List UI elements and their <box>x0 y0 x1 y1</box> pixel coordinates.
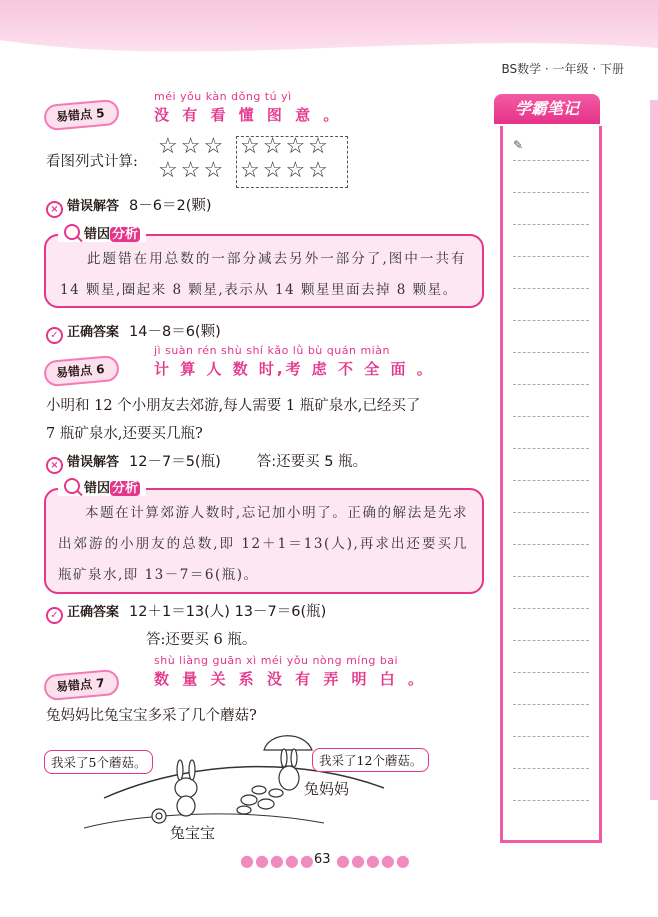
wrong-answer: 8－6＝2(颗) <box>129 198 212 214</box>
correct-answer: 14－8＝6(颗) <box>129 324 221 340</box>
point-title: 计 算 人 数 时,考 虑 不 全 面 。 <box>154 360 435 378</box>
stars-row-2-boxed: ☆☆☆☆ <box>240 158 331 183</box>
analysis-box <box>44 488 484 594</box>
note-line <box>513 768 589 769</box>
point-title: 数 量 关 系 没 有 弄 明 白 。 <box>154 670 428 688</box>
correct-answer: 12＋1＝13(人) 13－7＝6(瓶) <box>129 604 327 620</box>
book-label: BS数学 · 一年级 · 下册 <box>501 62 624 76</box>
error-point-tag: 易错点 5 <box>43 99 120 131</box>
pinyin-line: méi yǒu kàn dǒng tú yì <box>154 90 292 103</box>
note-line <box>513 448 589 449</box>
rabbit-illustration <box>44 728 434 838</box>
note-line <box>513 672 589 673</box>
sidebar-title: 学霸笔记 <box>494 94 600 124</box>
note-line <box>513 416 589 417</box>
note-line <box>513 544 589 545</box>
footer-dots-left: ●●●●● <box>240 851 315 870</box>
note-line <box>513 288 589 289</box>
magnifier-icon <box>64 478 80 494</box>
correct-label: 正确答案 <box>67 325 120 340</box>
cross-icon: × <box>46 457 63 474</box>
wrong-answer-row <box>46 194 212 218</box>
label-baby: 兔宝宝 <box>170 824 216 842</box>
note-line <box>513 224 589 225</box>
pencil-icon: ✎ <box>513 138 524 152</box>
correct-label: 正确答案 <box>67 605 120 620</box>
note-line <box>513 736 589 737</box>
stars-row-1-boxed: ☆☆☆☆ <box>240 134 331 159</box>
analysis-tab <box>58 223 146 242</box>
note-line <box>513 800 589 801</box>
stars-row-1-plain: ☆☆☆ <box>158 134 227 159</box>
speech-bubble-baby: 我采了5个蘑菇。 <box>44 750 153 774</box>
question-text: 兔妈妈比兔宝宝多采了几个蘑菇? <box>46 708 257 724</box>
note-line <box>513 640 589 641</box>
cross-icon: × <box>46 201 63 218</box>
note-line <box>513 576 589 577</box>
note-line <box>513 256 589 257</box>
analysis-tab <box>58 477 146 496</box>
correct-reply: 答:还要买 6 瓶。 <box>146 632 257 648</box>
magnifier-icon <box>64 224 80 240</box>
analysis-label-highlight: 分析 <box>112 481 139 496</box>
pinyin-line: shù liàng guān xì méi yǒu nòng míng bai <box>154 654 399 667</box>
error-point-tag: 易错点 6 <box>43 355 120 387</box>
note-line <box>513 608 589 609</box>
check-icon: ✓ <box>46 327 63 344</box>
analysis-label: 错因 <box>84 481 111 496</box>
check-icon: ✓ <box>46 607 63 624</box>
note-line <box>513 512 589 513</box>
correct-answer-row <box>46 320 221 344</box>
pinyin-line: jì suàn rén shù shí kǎo lǜ bù quán miàn <box>154 344 390 357</box>
notes-panel <box>500 126 602 843</box>
note-line <box>513 480 589 481</box>
correct-answer-row <box>46 600 326 624</box>
note-line <box>513 320 589 321</box>
error-point-tag: 易错点 7 <box>43 669 120 701</box>
wrong-reply: 答:还要买 5 瓶。 <box>256 454 368 470</box>
wrong-answer-row <box>46 450 367 474</box>
note-line <box>513 704 589 705</box>
analysis-label-highlight: 分析 <box>112 227 139 242</box>
question-text-line-2: 7 瓶矿泉水,还要买几瓶? <box>46 426 203 442</box>
point-title: 没 有 看 懂 图 意 。 <box>154 106 343 124</box>
question-text: 看图列式计算: <box>46 154 138 170</box>
question-text-line-1: 小明和 12 个小朋友去郊游,每人需要 1 瓶矿泉水,已经买了 <box>46 398 421 414</box>
footer-dots-right: ●●●●● <box>336 851 411 870</box>
label-mom: 兔妈妈 <box>304 780 350 798</box>
analysis-text: 此题错在用总数的一部分减去另外一部分了,图中一共有 14 颗星,圈起来 8 颗星,表示从 14 颗星里面去掉 8 颗星。 <box>60 251 466 298</box>
speech-bubble-mom: 我采了12个蘑菇。 <box>312 748 429 772</box>
stars-row-2-plain: ☆☆☆ <box>158 158 227 183</box>
note-line <box>513 384 589 385</box>
wrong-label: 错误解答 <box>67 455 120 470</box>
note-line <box>513 352 589 353</box>
analysis-text: 本题在计算郊游人数时,忘记加小明了。正确的解法是先求出郊游的小朋友的总数,即 12＋1＝13(人),再求出还要买几瓶矿泉水,即 13－7＝6(瓶)。 <box>58 505 468 583</box>
note-line <box>513 160 589 161</box>
analysis-box <box>44 234 484 308</box>
wrong-answer: 12－7＝5(瓶) <box>129 454 221 470</box>
note-line <box>513 192 589 193</box>
analysis-label: 错因 <box>84 227 111 242</box>
wrong-label: 错误解答 <box>67 199 120 214</box>
side-stripe <box>650 100 658 800</box>
page-number: 63 <box>314 852 331 867</box>
